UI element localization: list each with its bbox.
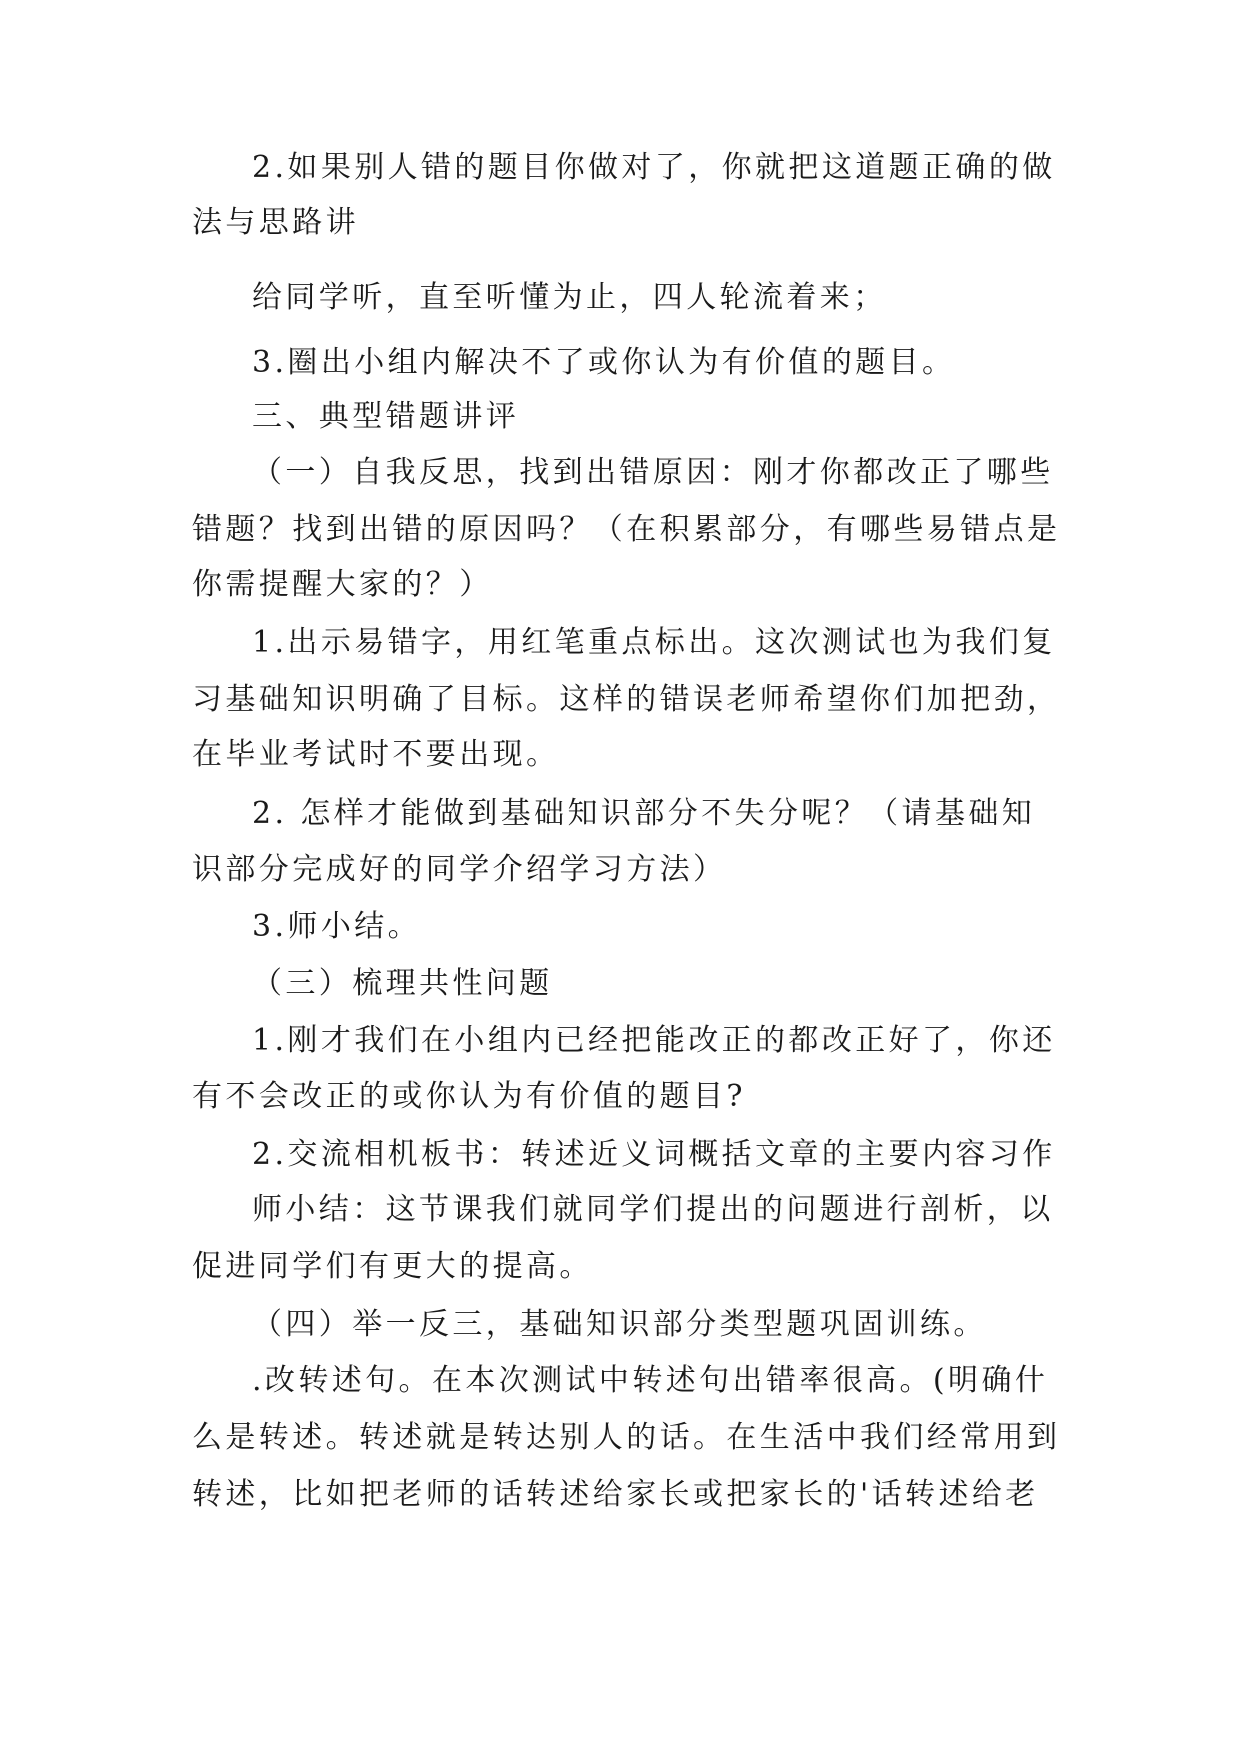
- text-line-8: 你需提醒大家的？）: [192, 567, 493, 602]
- text-line-20: 促进同学们有更大的提高。: [192, 1249, 593, 1284]
- text-line-4: 3.圈出小组内解决不了或你认为有价值的题目。: [252, 345, 956, 380]
- text-line-17: 有不会改正的或你认为有价值的题目?: [192, 1079, 746, 1114]
- text-line-6: （一）自我反思，找到出错原因：刚才你都改正了哪些: [252, 455, 1054, 490]
- text-line-2: 法与思路讲: [192, 205, 359, 240]
- text-line-16: 1.刚才我们在小组内已经把能改正的都改正好了，你还: [252, 1023, 1056, 1058]
- text-line-13: 识部分完成好的同学介绍学习方法）: [192, 852, 727, 887]
- text-line-3: 给同学听，直至听懂为止，四人轮流着来；: [252, 280, 887, 315]
- text-line-19: 师小结：这节课我们就同学们提出的问题进行剖析，以: [252, 1192, 1054, 1227]
- text-line-22: .改转述句。在本次测试中转述句出错率很高。(明确什: [252, 1363, 1049, 1398]
- text-line-9: 1.出示易错字，用红笔重点标出。这次测试也为我们复: [252, 625, 1056, 660]
- subsection-heading: （三）梳理共性问题: [252, 966, 553, 1001]
- text-line-24: 转述，比如把老师的话转述给家长或把家长的'话转述给老: [192, 1477, 1039, 1512]
- text-line-14: 3.师小结。: [252, 909, 422, 944]
- text-line-12: 2. 怎样才能做到基础知识部分不失分呢？（请基础知: [252, 796, 1036, 831]
- text-line-18: 2.交流相机板书：转述近义词概括文章的主要内容习作: [252, 1137, 1056, 1172]
- text-line-10: 习基础知识明确了目标。这样的错误老师希望你们加把劲，: [192, 682, 1061, 717]
- text-line-23: 么是转述。转述就是转达别人的话。在生活中我们经常用到: [192, 1420, 1061, 1455]
- section-heading: 三、典型错题讲评: [252, 399, 520, 434]
- text-line-7: 错题？找到出错的原因吗？（在积累部分，有哪些易错点是: [192, 512, 1061, 547]
- text-line-1: 2.如果别人错的题目你做对了，你就把这道题正确的做: [252, 150, 1056, 185]
- text-line-11: 在毕业考试时不要出现。: [192, 737, 560, 772]
- subsection-heading-2: （四）举一反三，基础知识部分类型题巩固训练。: [252, 1307, 987, 1342]
